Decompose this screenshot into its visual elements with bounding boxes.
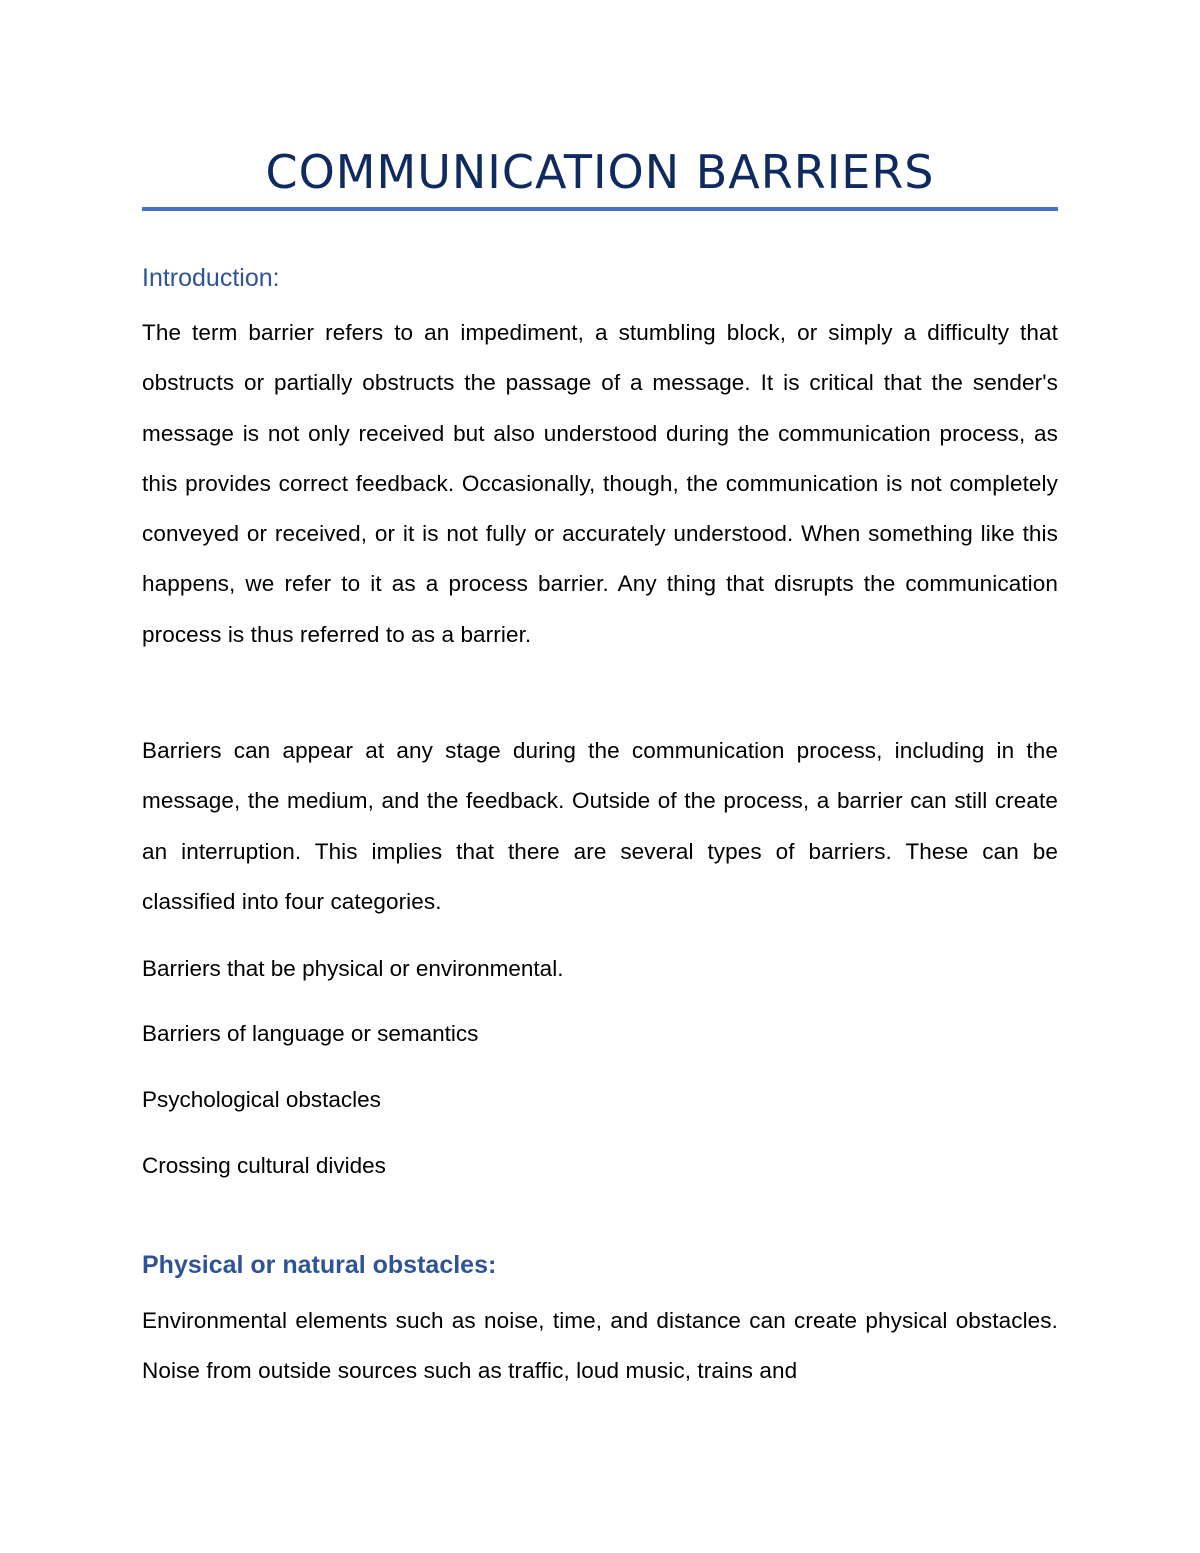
title-underline	[142, 207, 1058, 211]
category-item: Barriers that be physical or environmental.	[142, 956, 564, 981]
category-item: Barriers of language or semantics	[142, 1021, 479, 1046]
section-heading-introduction: Introduction:	[142, 264, 280, 292]
category-item: Crossing cultural divides	[142, 1153, 386, 1178]
intro-paragraph-1: The term barrier refers to an impediment, a stumbling block, or simply a difficulty that obstructs or partially obstructs the passage of a message. It is critical that the sender's message is not only received but also understood during the communication process, as this provides correct feedback. Occasionally, though, the communication is not completely conveyed or received, or it is not fully or accurately understood. When something like this happens, we refer to it as a process barrier. Any thing that disrupts the communication process is thus referred to as a barrier.	[142, 320, 1058, 647]
document-title: COMMUNICATION BARRIERS	[265, 145, 935, 199]
physical-obstacles-paragraph: Environmental elements such as noise, time, and distance can create physical obstacles. Noise from outside sources such as traffic, loud music, trains and	[142, 1308, 1058, 1384]
intro-paragraph-2: Barriers can appear at any stage during the communication process, including in the message, the medium, and the feedback. Outside of the process, a barrier can still create an interruption. This implies that there are several types of barriers. These can be classified into four categories.	[142, 738, 1058, 914]
section-heading-physical-obstacles: Physical or natural obstacles:	[142, 1251, 497, 1279]
category-item: Psychological obstacles	[142, 1087, 381, 1112]
